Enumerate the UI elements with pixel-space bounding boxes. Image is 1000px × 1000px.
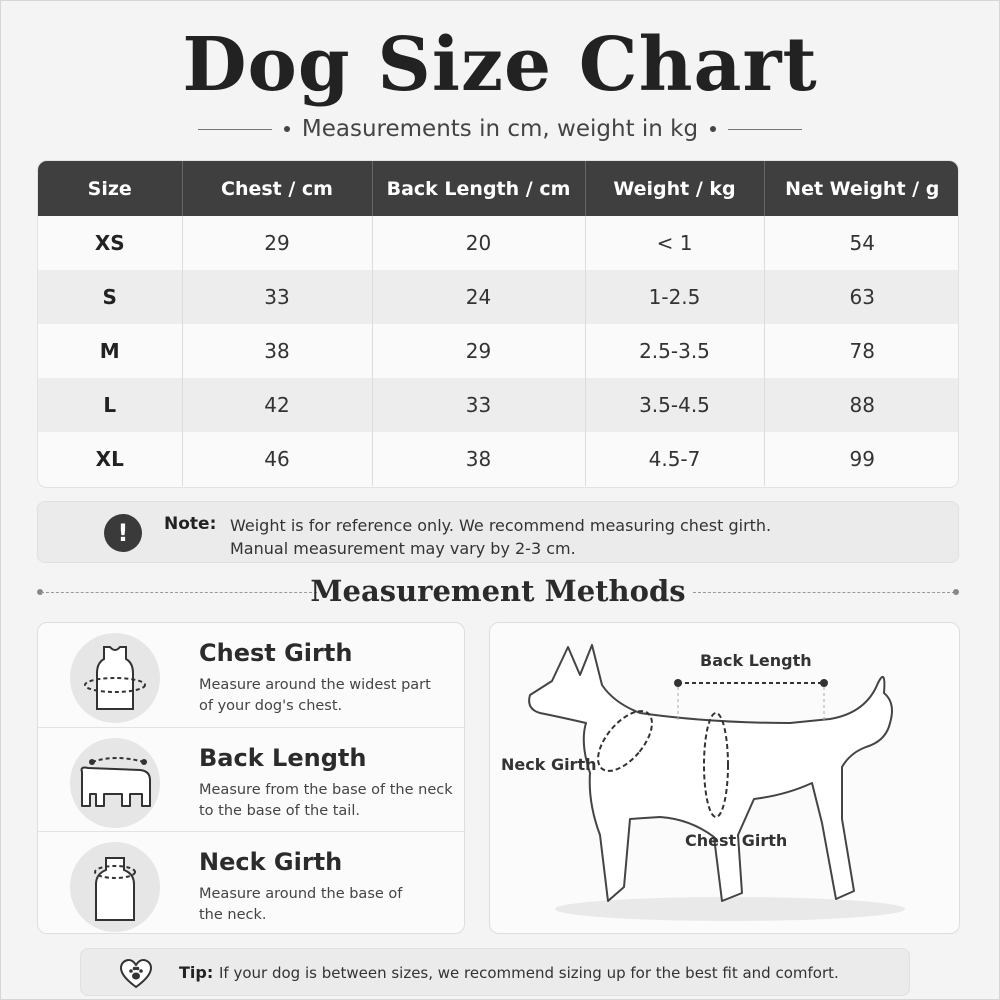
dog-back-icon xyxy=(70,738,160,828)
page-title: Dog Size Chart xyxy=(182,22,818,108)
cell-size: XL xyxy=(38,432,182,486)
column-header-weight: Weight / kg xyxy=(585,161,764,216)
table-row xyxy=(38,378,959,432)
cell-weight: 4.5-7 xyxy=(585,432,764,486)
method-desc-line-1: Measure around the base of xyxy=(199,886,403,902)
note-line-1: Weight is for reference only. We recommend measuring chest girth. xyxy=(230,516,772,535)
subtitle-left-dot xyxy=(284,126,290,132)
column-header-back-length: Back Length / cm xyxy=(372,161,585,216)
cell-chest: 33 xyxy=(182,270,372,324)
column-header-size: Size xyxy=(38,161,182,216)
methods-card xyxy=(37,622,465,934)
cell-back-length: 20 xyxy=(372,216,585,270)
neck-girth-label: Neck Girth xyxy=(501,755,597,774)
divider-right-dot xyxy=(953,589,959,595)
table-row xyxy=(38,270,959,324)
cell-size: S xyxy=(38,270,182,324)
subtitle-right-dot xyxy=(710,126,716,132)
method-title: Back Length xyxy=(199,744,367,772)
cell-size: L xyxy=(38,378,182,432)
subtitle-row xyxy=(0,112,1000,146)
note-line-2: Manual measurement may vary by 2-3 cm. xyxy=(230,539,576,558)
cell-size: M xyxy=(38,324,182,378)
chest-girth-label: Chest Girth xyxy=(685,831,788,850)
column-header-chest: Chest / cm xyxy=(182,161,372,216)
cell-weight: 3.5-4.5 xyxy=(585,378,764,432)
cell-net-weight: 63 xyxy=(849,285,875,309)
note-text xyxy=(230,514,771,560)
cell-weight: < 1 xyxy=(585,216,764,270)
tip-box xyxy=(80,948,910,996)
subtitle-left-line xyxy=(198,129,272,130)
cell-net-weight: 99 xyxy=(849,447,875,471)
cell-back-length: 38 xyxy=(372,432,585,486)
method-back-length xyxy=(38,727,466,831)
cell-back-length: 29 xyxy=(372,324,585,378)
divider-right-line xyxy=(693,592,955,593)
heart-paw-icon xyxy=(119,957,153,991)
method-description xyxy=(199,884,459,926)
table-header-row xyxy=(38,161,959,216)
cell-back-length: 33 xyxy=(372,378,585,432)
note-box xyxy=(37,501,959,563)
subtitle: Measurements in cm, weight in kg xyxy=(301,116,699,142)
method-chest-girth xyxy=(38,623,466,727)
cell-net-weight: 78 xyxy=(849,339,875,363)
table-row xyxy=(38,432,959,486)
vest-neck-icon xyxy=(70,842,160,932)
cell-back-length: 24 xyxy=(372,270,585,324)
vest-chest-icon xyxy=(70,633,160,723)
tip-label: Tip: xyxy=(179,963,214,982)
method-desc-line-2: of your dog's chest. xyxy=(199,698,343,714)
method-description xyxy=(199,780,459,822)
cell-chest: 38 xyxy=(182,324,372,378)
exclamation-icon: ! xyxy=(104,514,142,552)
back-length-label: Back Length xyxy=(700,651,812,670)
table-row xyxy=(38,216,959,270)
cell-chest: 46 xyxy=(182,432,372,486)
table-row xyxy=(38,324,959,378)
method-desc-line-2: the neck. xyxy=(199,907,267,923)
size-table xyxy=(37,160,959,488)
section-title: Measurement Methods xyxy=(310,574,686,608)
cell-chest: 29 xyxy=(182,216,372,270)
section-divider xyxy=(37,574,959,612)
method-desc-line-1: Measure around the widest part xyxy=(199,677,431,693)
method-desc-line-2: to the base of the tail. xyxy=(199,803,360,819)
subtitle-right-line xyxy=(728,129,802,130)
method-description xyxy=(199,675,459,717)
method-title: Chest Girth xyxy=(199,639,353,667)
cell-weight: 2.5-3.5 xyxy=(585,324,764,378)
dog-diagram-card xyxy=(489,622,960,934)
cell-net-weight: 88 xyxy=(849,393,875,417)
cell-weight: 1-2.5 xyxy=(585,270,764,324)
method-desc-line-1: Measure from the base of the neck xyxy=(199,782,453,798)
cell-chest: 42 xyxy=(182,378,372,432)
cell-net-weight: 54 xyxy=(849,231,875,255)
cell-size: XS xyxy=(38,216,182,270)
method-neck-girth xyxy=(38,831,466,935)
method-title: Neck Girth xyxy=(199,848,343,876)
note-label: Note: xyxy=(164,514,217,534)
tip-text: If your dog is between sizes, we recommend sizing up for the best fit and comfort. xyxy=(219,964,839,982)
column-header-net-weight: Net Weight / g xyxy=(785,177,940,200)
